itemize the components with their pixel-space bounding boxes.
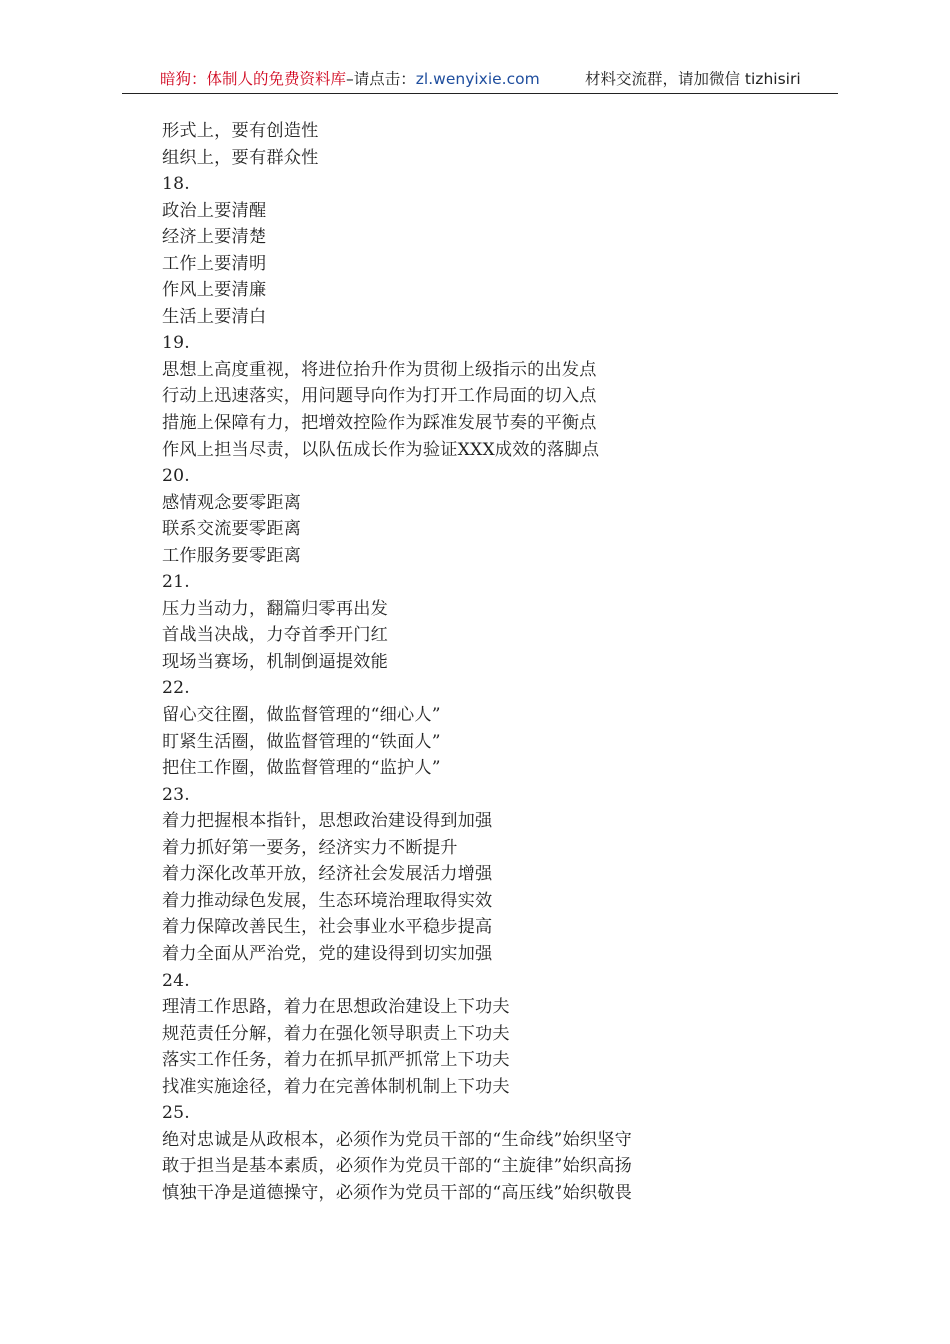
text-line: 压力当动力，翻篇归零再出发 — [162, 598, 389, 619]
text-line: 理清工作思路，着力在思想政治建设上下功夫 — [162, 997, 510, 1018]
section-number: 25. — [162, 1103, 190, 1124]
text-line: 把住工作圈，做监督管理的“监护人” — [162, 758, 441, 779]
text-line: 形式上，要有创造性 — [162, 121, 319, 141]
text-line: 留心交往圈，做监督管理的“细心人” — [162, 705, 441, 726]
text-line: 感情观念要零距离 — [162, 492, 302, 513]
section-number: 18. — [162, 174, 190, 195]
text-line: 组织上，要有群众性 — [162, 147, 319, 168]
section-number: 21. — [162, 572, 190, 593]
text-line: 经济上要清楚 — [162, 227, 267, 248]
text-line: 行动上迅速落实，用问题导向作为打开工作局面的切入点 — [162, 386, 597, 407]
header-wechat-note: 材料交流群，请加微信 tizhisiri — [585, 70, 801, 88]
text-line: 找准实施途径，着力在完善体制机制上下功夫 — [162, 1076, 510, 1097]
section-number: 23. — [162, 784, 190, 805]
text-line: 首战当决战，力夺首季开门红 — [162, 625, 389, 646]
text-line: 工作上要清明 — [162, 253, 267, 274]
text-line: 落实工作任务，着力在抓早抓严抓常上下功夫 — [162, 1050, 510, 1071]
text-line: 慎独干净是道德操守，必须作为党员干部的“高压线”始织敬畏 — [162, 1182, 633, 1203]
text-line: 着力推动绿色发展，生态环境治理取得实效 — [162, 890, 493, 911]
text-line: 敢于担当是基本素质，必须作为党员干部的“主旋律”始织高扬 — [162, 1156, 633, 1177]
section-number: 24. — [162, 970, 190, 991]
text-line: 规范责任分解，着力在强化领导职责上下功夫 — [162, 1023, 510, 1044]
text-line: 作风上担当尽责，以队伍成长作为验证XXX成效的落脚点 — [162, 439, 600, 460]
text-line: 联系交流要零距离 — [162, 519, 302, 540]
text-line: 作风上要清廉 — [162, 280, 267, 301]
text-line: 措施上保障有力，把增效控险作为踩准发展节奏的平衡点 — [162, 413, 597, 434]
text-line: 着力保障改善民生，社会事业水平稳步提高 — [162, 917, 493, 938]
text-line: 生活上要清白 — [162, 306, 267, 327]
text-line: 着力深化改革开放，经济社会发展活力增强 — [162, 864, 493, 885]
page-header — [122, 66, 838, 94]
text-line: 思想上高度重视，将进位抬升作为贯彻上级指示的出发点 — [162, 359, 597, 380]
header-left — [160, 66, 540, 93]
header-brand: 暗狗：体制人的免费资料库 — [160, 70, 347, 88]
section-number: 19. — [162, 333, 190, 354]
header-url-link[interactable]: zl.wenyixie.com — [415, 70, 540, 88]
section-number: 20. — [162, 466, 190, 487]
section-number: 22. — [162, 678, 190, 699]
document-body — [162, 118, 802, 1206]
text-line: 工作服务要零距离 — [162, 545, 302, 566]
text-line: 着力抓好第一要务，经济实力不断提升 — [162, 837, 458, 858]
text-line: 政治上要清醒 — [162, 200, 267, 221]
text-line: 着力把握根本指针，思想政治建设得到加强 — [162, 811, 493, 832]
text-line: 绝对忠诚是从政根本，必须作为党员干部的“生命线”始织坚守 — [162, 1129, 633, 1150]
text-line: 现场当赛场，机制倒逼提效能 — [162, 651, 389, 672]
text-line: 着力全面从严治党，党的建设得到切实加强 — [162, 943, 493, 964]
header-click-prompt: –请点击： — [346, 70, 416, 88]
text-line: 盯紧生活圈，做监督管理的“铁面人” — [162, 731, 441, 752]
